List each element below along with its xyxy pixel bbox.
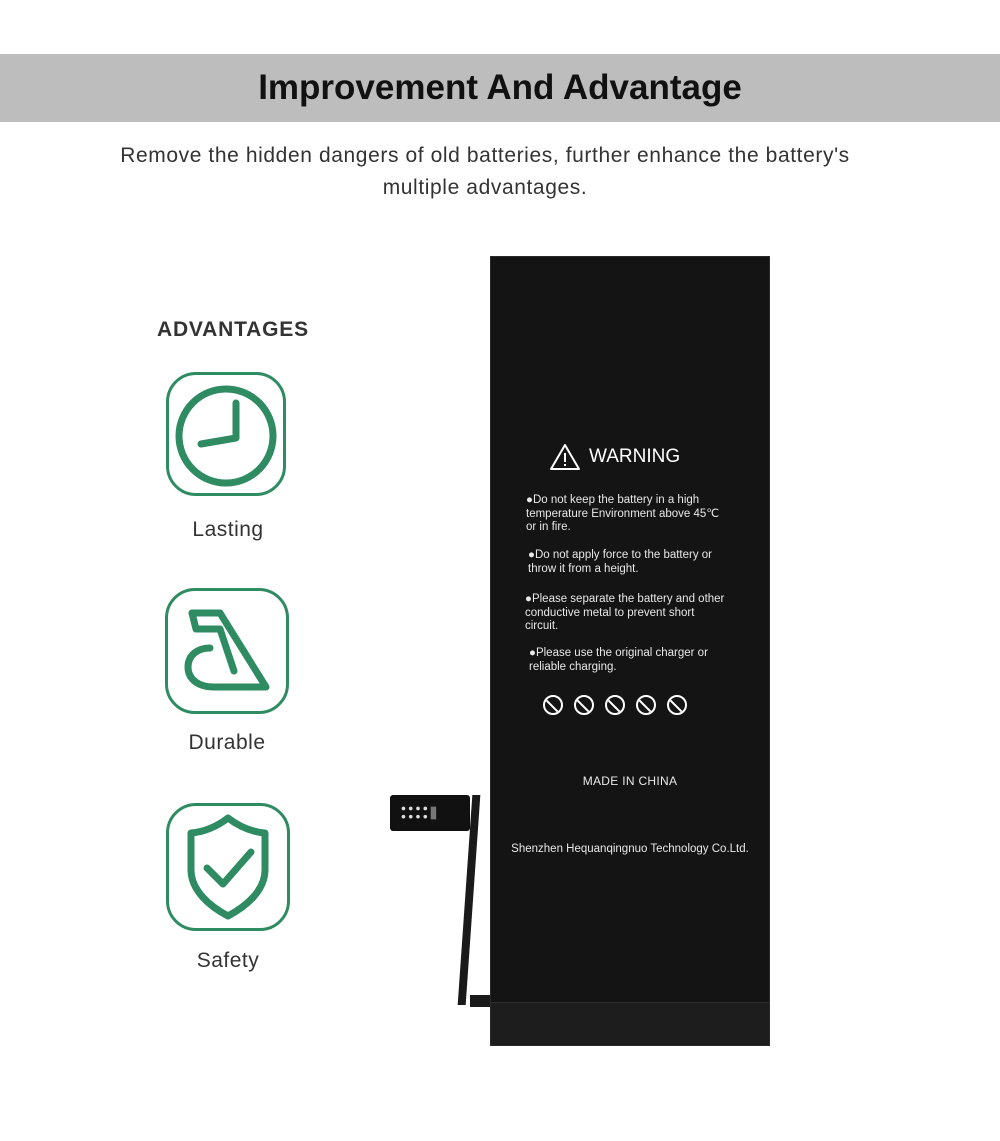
lasting-label: Lasting: [192, 518, 264, 541]
connector-contacts: [398, 803, 438, 823]
no-disassemble-icon: [574, 695, 594, 715]
warning-triangle-icon: [549, 443, 581, 471]
flex-cable-joint: [470, 995, 492, 1007]
warning-title: WARNING: [589, 446, 681, 467]
company-label: Shenzhen Hequanqingnuo Technology Co.Ltd.: [511, 843, 749, 855]
warning-row: [549, 443, 680, 471]
subtitle: [60, 140, 910, 204]
no-puncture-icon: [636, 695, 656, 715]
subtitle-line-1: Remove the hidden dangers of old batteries, further enhance the battery's: [120, 144, 850, 167]
made-in-label: MADE IN CHINA: [582, 774, 678, 788]
page-title: Improvement And Advantage: [258, 68, 742, 107]
safety-icon-box: [166, 803, 290, 931]
clock-icon: [169, 375, 283, 493]
safety-label: Safety: [196, 949, 260, 972]
durable-label: Durable: [188, 731, 266, 754]
warning-note-4: ●Please use the original charger or reliable charging.: [529, 647, 708, 673]
battery-bottom-strip: [491, 1002, 769, 1045]
warning-note-2: ●Do not apply force to the battery or throw it from a height.: [528, 549, 713, 575]
durable-icon-box: [165, 588, 289, 714]
lasting-icon-box: [166, 372, 286, 496]
warning-note-3: ●Please separate the battery and other conductive metal to prevent short circuit.: [525, 593, 725, 632]
no-fire-icon: [543, 695, 563, 715]
durable-icon: [168, 591, 286, 711]
safety-symbols: [543, 695, 687, 715]
advantages-heading: ADVANTAGES: [157, 318, 309, 341]
shield-check-icon: [169, 806, 287, 928]
warning-note-1: ●Do not keep the battery in a high temperature Environment above 45℃ or in fire.: [526, 494, 720, 533]
battery-connector: [390, 795, 470, 831]
subtitle-line-2: multiple advantages.: [382, 176, 588, 199]
no-trash-icon: [667, 695, 687, 715]
no-short-circuit-icon: [605, 695, 625, 715]
title-banner: [0, 54, 1000, 122]
battery-image: [490, 256, 770, 1046]
